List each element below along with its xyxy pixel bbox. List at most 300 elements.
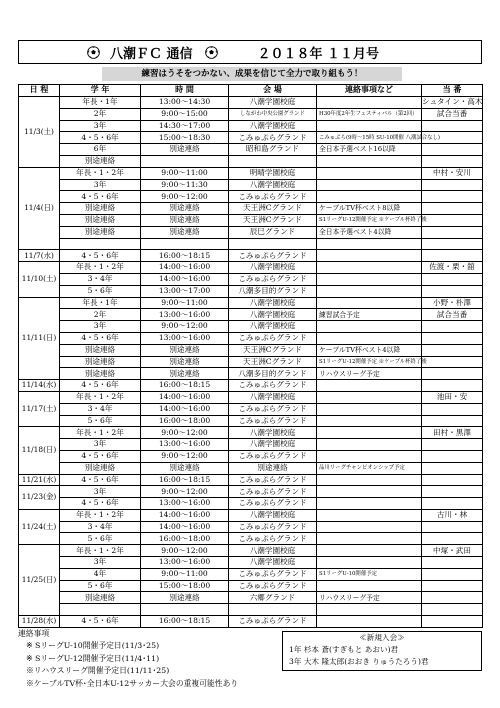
cell-grade: 6年	[60, 144, 141, 156]
cell-time	[141, 155, 229, 167]
cell-time: 13:00～16:00	[141, 309, 229, 321]
table-row	[19, 616, 483, 628]
cell-time: 13:00～16:00	[141, 439, 229, 451]
cell-venue: こみゅぷらグランド	[229, 616, 317, 628]
cell-note	[317, 521, 422, 533]
table-row	[19, 474, 483, 486]
cell-time: 9:00～12:00	[141, 450, 229, 462]
cell-note	[317, 509, 422, 521]
cell-grade	[60, 238, 141, 250]
cell-time: 9:00～15:00	[141, 108, 229, 120]
table-row	[19, 238, 483, 250]
table-row	[19, 391, 483, 403]
cell-grade: 4・5・6年	[60, 498, 141, 510]
cell-note	[317, 557, 422, 569]
table-row	[19, 214, 483, 226]
cell-grade: 年長・1・2年	[60, 391, 141, 403]
cell-duty: 試合当番	[422, 309, 483, 321]
cell-venue: 八潮多目的グランド	[229, 285, 317, 297]
cell-grade: 5・6年	[60, 415, 141, 427]
cell-venue: 天王洲Cグランド	[229, 203, 317, 215]
cell-note: ケーブルTV杯ベスト4以降	[317, 344, 422, 356]
cell-duty	[422, 226, 483, 238]
cell-time	[141, 238, 229, 250]
cell-grade: 3年	[60, 120, 141, 132]
cell-note: S1リーグU-12開催予定 ※ケーブル杯終了後	[317, 214, 422, 226]
cell-time: 16:00～18:00	[141, 533, 229, 545]
cell-grade: 別途連絡	[60, 356, 141, 368]
cell-grade: 3・4年	[60, 403, 141, 415]
table-row	[19, 450, 483, 462]
new-member-entry: 1年 杉本 蒼(すぎもと あおい)君	[289, 645, 399, 654]
cell-time: 9:00～12:00	[141, 427, 229, 439]
cell-duty	[422, 321, 483, 333]
table-row	[19, 545, 483, 557]
cell-grade: 別途連絡	[60, 368, 141, 380]
cell-note: リハウスリーグ予定	[317, 592, 422, 604]
cell-venue	[229, 604, 317, 616]
table-row	[19, 108, 483, 120]
cell-note	[317, 580, 422, 592]
cell-time: 15:00～18:30	[141, 132, 229, 144]
cell-duty	[422, 179, 483, 191]
cell-note	[317, 250, 422, 262]
cell-note: S1リーグU-10開催予定	[317, 568, 422, 580]
cell-duty: 試合当番	[422, 108, 483, 120]
cell-duty: 中塚・武田	[422, 545, 483, 557]
cell-date: 11/7(水)	[19, 250, 60, 262]
cell-duty	[422, 238, 483, 250]
cell-grade: 5・6年	[60, 580, 141, 592]
cell-time: 14:00～16:00	[141, 391, 229, 403]
cell-venue: 八潮学園校庭	[229, 120, 317, 132]
cell-time: 14:00～16:00	[141, 262, 229, 274]
cell-time: 15:00～18:00	[141, 580, 229, 592]
cell-grade: 5・6年	[60, 533, 141, 545]
col-header-notes: 連絡事項など	[317, 85, 422, 97]
cell-time: 9:00～11:30	[141, 179, 229, 191]
cell-venue: こみゅぷらグランド	[229, 273, 317, 285]
note-item: ※ SリーグU-10開催予定日(11/3･25)	[26, 641, 160, 651]
cell-duty	[422, 332, 483, 344]
cell-grade: 5・6年	[60, 285, 141, 297]
cell-time: 別途連絡	[141, 344, 229, 356]
table-header-row	[19, 85, 483, 97]
cell-venue: 八潮学園校庭	[229, 391, 317, 403]
table-row	[19, 226, 483, 238]
cell-time: 16:00～18:15	[141, 380, 229, 392]
cell-time: 13:00～14:30	[141, 97, 229, 109]
table-row	[19, 167, 483, 179]
note-item: ※リハウスリーグ開催予定日(11/11･25)	[26, 666, 170, 676]
cell-time: 16:00～18:15	[141, 616, 229, 628]
cell-venue: 八潮学園校庭	[229, 97, 317, 109]
cell-venue: 辰巳グランド	[229, 226, 317, 238]
cell-grade: 年長・1・2年	[60, 427, 141, 439]
cell-venue: こみゅぷらグランド	[229, 403, 317, 415]
soccer-ball-icon	[205, 46, 218, 59]
cell-venue	[229, 155, 317, 167]
cell-duty	[422, 368, 483, 380]
cell-note: こみゅぷら(9時～15時 SU-10開催 八潮試合なし)	[317, 132, 422, 144]
cell-time: 14:00～16:00	[141, 273, 229, 285]
cell-venue: こみゅぷらグランド	[229, 450, 317, 462]
col-header-date: 日 程	[19, 85, 60, 97]
cell-venue: こみゅぷらグランド	[229, 580, 317, 592]
cell-grade: 3年	[60, 179, 141, 191]
cell-note	[317, 604, 422, 616]
cell-grade: 3年	[60, 321, 141, 333]
cell-time: 9:00～12:00	[141, 191, 229, 203]
cell-grade: 年長・1・2年	[60, 545, 141, 557]
cell-note: 全日本予選ベスト4以降	[317, 226, 422, 238]
cell-time: 16:00～18:15	[141, 250, 229, 262]
cell-time: 14:30～17:00	[141, 120, 229, 132]
cell-note: 練習試合予定	[317, 309, 422, 321]
cell-venue: 八潮学園校庭	[229, 262, 317, 274]
note-item: ※ SリーグU-12開催予定日(11/4･11)	[26, 653, 160, 663]
cell-time: 14:00～16:00	[141, 403, 229, 415]
cell-duty	[422, 273, 483, 285]
col-header-grade: 学 年	[60, 85, 141, 97]
cell-time: 別途連絡	[141, 368, 229, 380]
cell-duty	[422, 474, 483, 486]
cell-note: 品川リーグチャンピオンシップ予定	[317, 462, 422, 474]
cell-date: 11/17(土)	[19, 391, 60, 426]
cell-venue: 明晴学園校庭	[229, 167, 317, 179]
cell-date: 11/28(水)	[19, 616, 60, 628]
cell-grade: 3・4年	[60, 521, 141, 533]
cell-venue: 別途連絡	[229, 462, 317, 474]
cell-note	[317, 167, 422, 179]
cell-time: 別途連絡	[141, 462, 229, 474]
table-row	[19, 521, 483, 533]
cell-note	[317, 191, 422, 203]
cell-note	[317, 427, 422, 439]
cell-venue: こみゅぷらグランド	[229, 486, 317, 498]
cell-time: 16:00～18:00	[141, 415, 229, 427]
cell-duty	[422, 486, 483, 498]
notes-heading: 連絡事項	[18, 629, 50, 638]
table-row	[19, 604, 483, 616]
cell-duty	[422, 533, 483, 545]
table-row	[19, 486, 483, 498]
cell-note	[317, 498, 422, 510]
table-row	[19, 533, 483, 545]
cell-venue: こみゅぷらグランド	[229, 415, 317, 427]
table-row	[19, 144, 483, 156]
cell-grade: 4・5・6年	[60, 380, 141, 392]
cell-note	[317, 238, 422, 250]
cell-date: 11/24(土)	[19, 509, 60, 544]
table-row	[19, 557, 483, 569]
cell-duty	[422, 214, 483, 226]
cell-note	[317, 533, 422, 545]
cell-date: 11/25(日)	[19, 545, 60, 616]
cell-time: 別途連絡	[141, 203, 229, 215]
table-row	[19, 368, 483, 380]
cell-note	[317, 415, 422, 427]
cell-venue: こみゅぷらグランド	[229, 474, 317, 486]
cell-time: 9:00～12:00	[141, 321, 229, 333]
cell-duty	[422, 380, 483, 392]
cell-date: 11/4(日)	[19, 167, 60, 250]
soccer-ball-icon	[87, 46, 100, 59]
cell-duty	[422, 356, 483, 368]
table-row	[19, 97, 483, 109]
table-row	[19, 309, 483, 321]
cell-duty	[422, 604, 483, 616]
note-item: ※ケーブルTV杯･全日本U-12サッカー大会の重複可能性あり	[26, 678, 239, 688]
cell-grade: 別途連絡	[60, 462, 141, 474]
cell-grade: 4・5・6年	[60, 250, 141, 262]
cell-note	[317, 474, 422, 486]
cell-time: 13:00～16:00	[141, 332, 229, 344]
table-row	[19, 380, 483, 392]
cell-note	[317, 545, 422, 557]
cell-duty	[422, 568, 483, 580]
cell-venue: 八潮学園校庭	[229, 439, 317, 451]
cell-duty	[422, 439, 483, 451]
cell-note	[317, 332, 422, 344]
newsletter-issue: ２０１８年 １１月号	[257, 46, 380, 62]
cell-time: 9:00～11:00	[141, 297, 229, 309]
cell-duty	[422, 616, 483, 628]
cell-time: 14:00～16:00	[141, 509, 229, 521]
cell-duty	[422, 191, 483, 203]
cell-grade	[60, 604, 141, 616]
cell-duty	[422, 144, 483, 156]
cell-venue: こみゅぷらグランド	[229, 498, 317, 510]
cell-time: 別途連絡	[141, 592, 229, 604]
cell-note: 全日本予選ベスト16以降	[317, 144, 422, 156]
cell-duty: 中村・安川	[422, 167, 483, 179]
cell-venue: 八潮学園校庭	[229, 557, 317, 569]
cell-duty	[422, 120, 483, 132]
cell-venue: こみゅぷらグランド	[229, 332, 317, 344]
cell-grade: 4・5・6年	[60, 332, 141, 344]
cell-note	[317, 120, 422, 132]
cell-venue: 八潮多目的グランド	[229, 368, 317, 380]
cell-grade: 4・5・6年	[60, 474, 141, 486]
cell-time: 9:00～12:00	[141, 486, 229, 498]
cell-time: 別途連絡	[141, 144, 229, 156]
cell-grade: 別途連絡	[60, 344, 141, 356]
cell-venue: こみゅぷらグランド	[229, 533, 317, 545]
table-row	[19, 344, 483, 356]
cell-venue: こみゅぷらグランド	[229, 380, 317, 392]
cell-note	[317, 97, 422, 109]
cell-grade: 4年	[60, 568, 141, 580]
cell-grade: 年長・1・2年	[60, 262, 141, 274]
cell-duty: 池田・安	[422, 391, 483, 403]
cell-duty	[422, 592, 483, 604]
cell-venue: こみゅぷらグランド	[229, 568, 317, 580]
table-row	[19, 120, 483, 132]
table-row	[19, 592, 483, 604]
cell-date: 11/21(水)	[19, 474, 60, 486]
table-row	[19, 250, 483, 262]
cell-time: 14:00～16:00	[141, 521, 229, 533]
cell-grade: 年長・1年	[60, 97, 141, 109]
cell-grade: 2年	[60, 108, 141, 120]
table-row	[19, 427, 483, 439]
cell-venue: こみゅぷらグランド	[229, 191, 317, 203]
table-row	[19, 285, 483, 297]
col-header-time: 時 間	[141, 85, 229, 97]
cell-date: 11/10(土)	[19, 262, 60, 297]
cell-grade: 年長・1・2年	[60, 167, 141, 179]
cell-time: 13:00～16:00	[141, 557, 229, 569]
cell-venue: こみゅぷらグランド	[229, 521, 317, 533]
cell-duty	[422, 580, 483, 592]
notes-section	[18, 628, 238, 690]
cell-time: 13:00～17:00	[141, 285, 229, 297]
cell-duty	[422, 521, 483, 533]
table-row	[19, 498, 483, 510]
cell-grade: 3年	[60, 486, 141, 498]
newsletter-title: 八潮ＦＣ 通信	[110, 46, 193, 62]
cell-grade: 別途連絡	[60, 155, 141, 167]
cell-note	[317, 262, 422, 274]
cell-venue: こみゅぷらグランド	[229, 250, 317, 262]
cell-note	[317, 285, 422, 297]
cell-note	[317, 321, 422, 333]
table-row	[19, 191, 483, 203]
cell-grade: 3・4年	[60, 273, 141, 285]
cell-date: 11/11(日)	[19, 297, 60, 380]
cell-note: ケーブルTV杯ベスト8以降	[317, 203, 422, 215]
cell-grade: 別途連絡	[60, 203, 141, 215]
cell-duty: 田村・黒澤	[422, 427, 483, 439]
cell-duty: 古川・林	[422, 509, 483, 521]
new-members-box	[282, 631, 482, 671]
table-row	[19, 462, 483, 474]
cell-duty: 佐渡・栗・舘	[422, 262, 483, 274]
cell-note	[317, 486, 422, 498]
slogan-banner: 練習はうそをつかない、成果を信じて全力で取り組もう！	[102, 67, 402, 81]
cell-time: 別途連絡	[141, 214, 229, 226]
table-row	[19, 203, 483, 215]
new-members-title: ≪新規入会≫	[359, 633, 405, 642]
cell-grade: 4・5・6年	[60, 450, 141, 462]
cell-venue: 八潮学園校庭	[229, 179, 317, 191]
cell-grade: 別途連絡	[60, 592, 141, 604]
table-row	[19, 415, 483, 427]
table-row	[19, 568, 483, 580]
table-row	[19, 132, 483, 144]
cell-grade: 4・5・6年	[60, 616, 141, 628]
table-row	[19, 439, 483, 451]
cell-note: S1リーグU-12開催予定 ※ケーブル杯終了後	[317, 356, 422, 368]
table-row	[19, 356, 483, 368]
cell-note	[317, 155, 422, 167]
table-row	[19, 155, 483, 167]
cell-venue: 昭和島グランド	[229, 144, 317, 156]
cell-time: 13:00～16:00	[141, 498, 229, 510]
table-row	[19, 580, 483, 592]
cell-venue: 八潮学園校庭	[229, 321, 317, 333]
table-row	[19, 273, 483, 285]
cell-note: リハウスリーグ予定	[317, 368, 422, 380]
cell-duty	[422, 462, 483, 474]
cell-venue: 天王洲Cグランド	[229, 344, 317, 356]
cell-grade: 2年	[60, 309, 141, 321]
cell-duty	[422, 155, 483, 167]
cell-duty: シュタイン・高木	[422, 97, 483, 107]
cell-note	[317, 439, 422, 451]
cell-grade: 4・5・6年	[60, 191, 141, 203]
cell-venue: 天王洲Cグランド	[229, 214, 317, 226]
new-member-entry: 3年 大木 隆太郎(おおき りゅうたろう)君	[289, 657, 429, 666]
cell-note	[317, 391, 422, 403]
cell-time: 9:00～12:00	[141, 545, 229, 557]
cell-venue: 八潮学園校庭	[229, 297, 317, 309]
cell-duty	[422, 557, 483, 569]
table-row	[19, 403, 483, 415]
table-row	[19, 509, 483, 521]
cell-duty	[422, 450, 483, 462]
cell-grade: 3年	[60, 557, 141, 569]
cell-grade: 別途連絡	[60, 214, 141, 226]
cell-note	[317, 179, 422, 191]
table-row	[19, 332, 483, 344]
cell-duty	[422, 285, 483, 297]
cell-date: 11/23(金)	[19, 486, 60, 510]
schedule-body	[19, 97, 483, 628]
cell-time	[141, 604, 229, 616]
cell-venue: 六郷グランド	[229, 592, 317, 604]
cell-duty	[422, 498, 483, 510]
cell-duty	[422, 250, 483, 262]
cell-note	[317, 450, 422, 462]
cell-note	[317, 297, 422, 309]
table-row	[19, 321, 483, 333]
cell-time: 別途連絡	[141, 226, 229, 238]
cell-grade: 3年	[60, 439, 141, 451]
cell-note	[317, 403, 422, 415]
col-header-venue: 会 場	[229, 85, 317, 97]
cell-duty	[422, 403, 483, 415]
cell-time: 9:00～11:00	[141, 167, 229, 179]
cell-time: 別途連絡	[141, 356, 229, 368]
cell-venue: 八潮学園校庭	[229, 545, 317, 557]
cell-venue: 八潮学園校庭	[229, 509, 317, 521]
cell-date: 11/3(土)	[19, 97, 60, 168]
cell-venue: こみゅぷらグランド	[229, 132, 317, 144]
cell-note	[317, 273, 422, 285]
cell-note	[317, 616, 422, 628]
cell-note	[317, 380, 422, 392]
table-row	[19, 262, 483, 274]
cell-venue: 八潮学園校庭	[229, 309, 317, 321]
cell-grade: 年長・1年	[60, 297, 141, 309]
cell-time: 16:00～18:15	[141, 474, 229, 486]
cell-time: 9:00～11:00	[141, 568, 229, 580]
cell-grade: 年長・1・2年	[60, 509, 141, 521]
schedule-table	[18, 84, 483, 628]
cell-venue	[229, 238, 317, 250]
table-row	[19, 179, 483, 191]
cell-duty	[422, 415, 483, 427]
cell-venue: しながわ中央公園グランド	[229, 108, 317, 120]
table-row	[19, 297, 483, 309]
cell-duty: 小野・朴澤	[422, 297, 483, 309]
cell-date: 11/14(水)	[19, 380, 60, 392]
cell-duty	[422, 344, 483, 356]
cell-grade: 別途連絡	[60, 226, 141, 238]
cell-venue: 天王洲Cグランド	[229, 356, 317, 368]
